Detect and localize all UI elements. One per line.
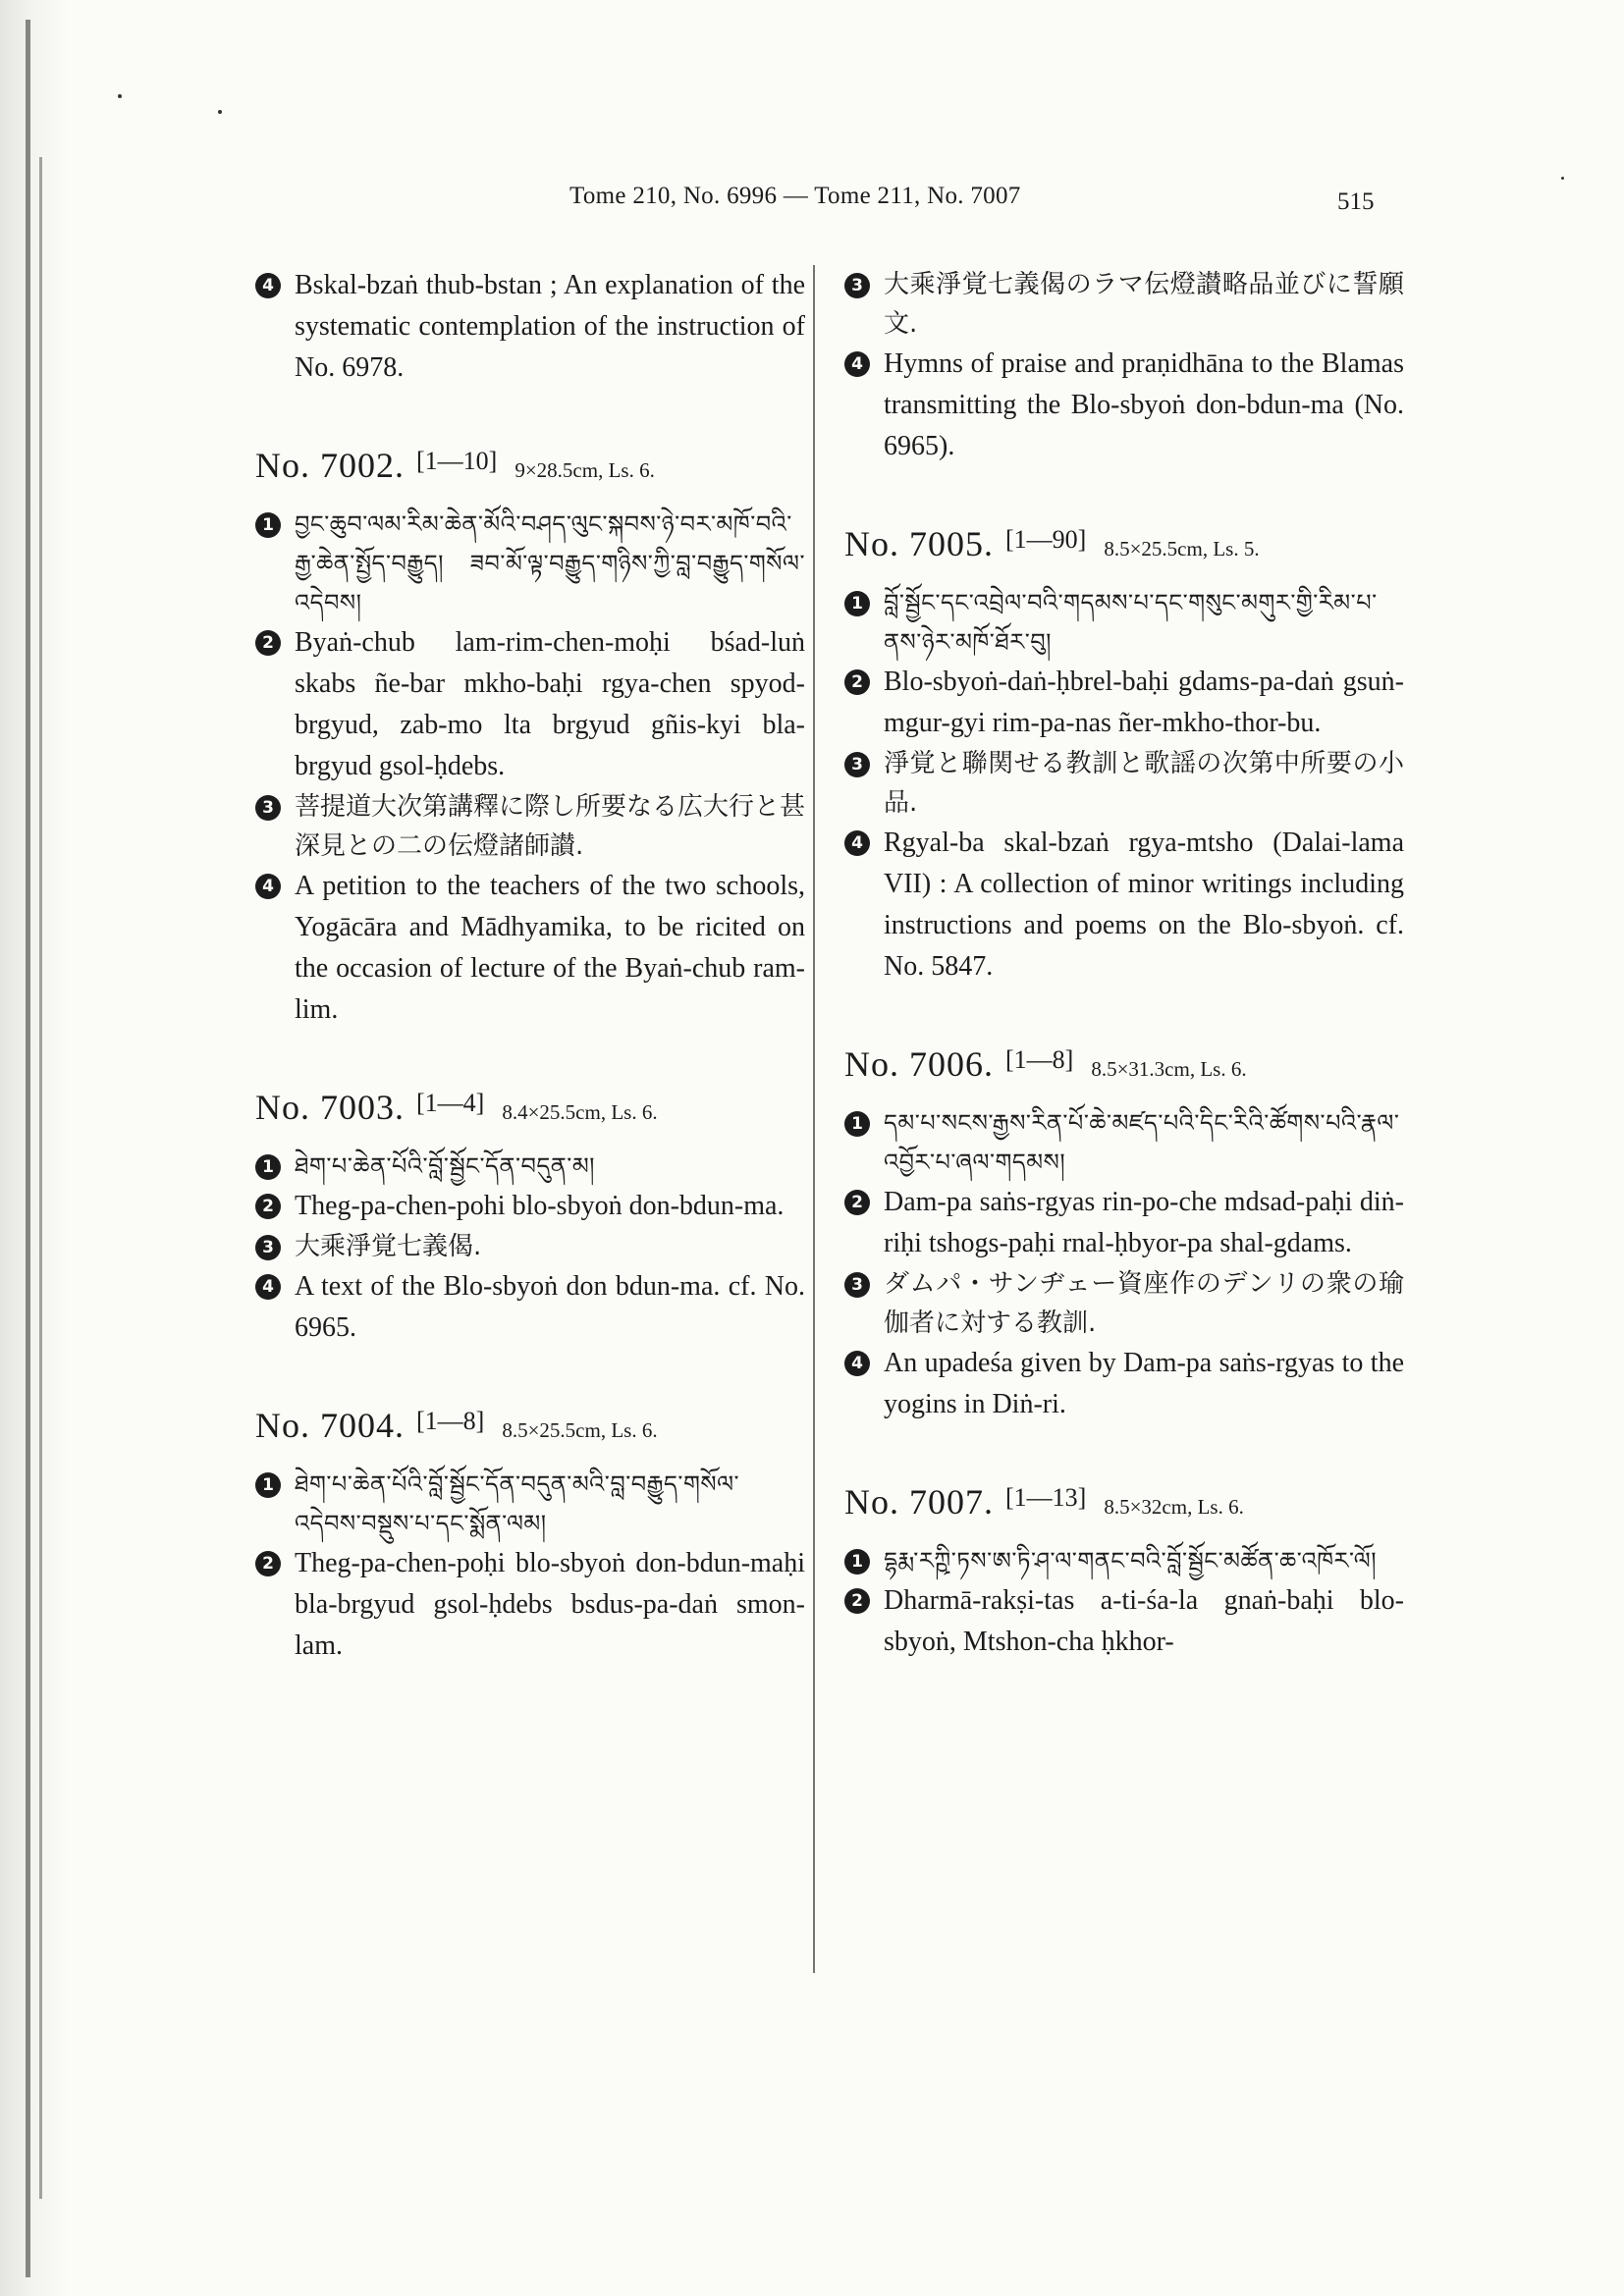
circled-3-icon: 3 xyxy=(844,1272,870,1298)
folio-range: [1—10] xyxy=(416,447,498,475)
entry-dimensions: 9×28.5cm, Ls. 6. xyxy=(514,458,655,482)
romanized-title: Theg-pa-chen-poḥi blo-sbyoṅ don-bdun-maḥi bla-brgyud gsol-ḥdebs bsdus-pa-daṅ smon-lam. xyxy=(295,1548,805,1661)
folio-range: [1—90] xyxy=(1005,525,1087,554)
entry-item-tibetan xyxy=(255,1465,805,1543)
right-column xyxy=(844,265,1404,1663)
entry-heading xyxy=(255,432,805,491)
entry-item-tibetan xyxy=(255,505,805,622)
folio-range: [1—8] xyxy=(1005,1045,1074,1074)
circled-2-icon: 2 xyxy=(255,630,281,656)
entry-heading xyxy=(255,1392,805,1451)
circled-3-icon: 3 xyxy=(255,795,281,821)
entry-7003 xyxy=(255,1074,805,1349)
japanese-title: 淨覚と聯関せる教訓と歌謡の次第中所要の小品. xyxy=(884,749,1404,818)
entry-item-english xyxy=(844,823,1404,988)
circled-3-icon: 3 xyxy=(844,273,870,298)
entry-7007 xyxy=(844,1468,1404,1663)
tibetan-title: ཐེག་པ་ཆེན་པོའི་བློ་སྦྱོང་དོན་བདུན་མའི་བླ་བརྒྱུད་གསོལ་འདེབས་བསྡུས་པ་དང་སྨོན་ལམ། xyxy=(295,1470,740,1537)
page-number: 515 xyxy=(1337,188,1375,215)
entry-dimensions: 8.5×32cm, Ls. 6. xyxy=(1104,1495,1244,1519)
entry-number: No. 7003. xyxy=(255,1088,405,1127)
paper-speck xyxy=(218,110,222,114)
entry-item-english xyxy=(255,1266,805,1349)
entry-continuation-left xyxy=(255,265,805,389)
circled-1-icon: 1 xyxy=(844,1111,870,1137)
circled-2-icon: 2 xyxy=(844,1190,870,1215)
entry-number: No. 7006. xyxy=(844,1044,994,1084)
entry-item-japanese xyxy=(844,265,1404,344)
item-text: Bskal-bzaṅ thub-bstan ; An explanation of the systematic contemplation of the instruction of No. 6978. xyxy=(295,270,805,383)
binding-shadow-line xyxy=(26,20,30,2277)
circled-4-icon: 4 xyxy=(844,830,870,856)
circled-2-icon: 2 xyxy=(844,1588,870,1614)
column-divider xyxy=(813,265,815,1973)
english-description: A petition to the teachers of the two schools, Yogācāra and Mādhyamika, to be ricited on the occasion of lecture of the Byaṅ-chub ram-lim. xyxy=(295,871,805,1025)
circled-2-icon: 2 xyxy=(255,1551,281,1576)
running-title: Tome 210, No. 6996 — Tome 211, No. 7007 xyxy=(569,183,1021,209)
circled-1-icon: 1 xyxy=(844,1549,870,1575)
english-description: An upadeśa given by Dam-pa saṅs-rgyas to the yogins in Diṅ-ri. xyxy=(884,1348,1404,1419)
entry-heading xyxy=(844,1031,1404,1090)
entry-number: No. 7005. xyxy=(844,524,994,563)
entry-dimensions: 8.5×25.5cm, Ls. 6. xyxy=(502,1418,658,1442)
entry-number: No. 7002. xyxy=(255,446,405,485)
circled-3-icon: 3 xyxy=(255,1235,281,1260)
tibetan-title: བྱང་ཆུབ་ལམ་རིམ་ཆེན་མོའི་བཤད་ལུང་སྐབས་ཉེ་བར་མཁོ་བའི་རྒྱ་ཆེན་སྤྱོད་བརྒྱུད། ཟབ་མོ་ལྟ་བརྒྱུད་གཉིས་ཀྱི་བླ་བརྒྱུད་གསོལ་འདེབས། xyxy=(295,510,805,616)
english-description: A text of the Blo-sbyoṅ don bdun-ma. cf. No. 6965. xyxy=(295,1271,805,1343)
entry-item-romanized xyxy=(844,662,1404,744)
romanized-title: Theg-pa-chen-pohi blo-sbyoṅ don-bdun-ma. xyxy=(295,1191,785,1221)
entry-item-tibetan xyxy=(844,1541,1404,1580)
tibetan-title: བློ་སྦྱོང་དང་འབྲེལ་བའི་གདམས་པ་དང་གསུང་མགུར་གྱི་རིམ་པ་ནས་ཉེར་མཁོ་ཐོར་བུ། xyxy=(884,589,1378,656)
tibetan-title: དྷརྨ་རཀྵི་ཏས་ཨ་ཏི་ཤ་ལ་གནང་བའི་བློ་སྦྱོང་མཚོན་ཆ་འཁོར་ལོ། xyxy=(884,1547,1378,1575)
tibetan-title: ཐེག་པ་ཆེན་པོའི་བློ་སྦྱོང་དོན་བདུན་མ། xyxy=(295,1152,595,1180)
entry-7006 xyxy=(844,1031,1404,1425)
english-description: Hymns of praise and praṇidhāna to the Blamas transmitting the Blo-sbyoṅ don-bdun-ma (No. 6965). xyxy=(884,348,1404,461)
left-column xyxy=(255,265,805,1667)
entry-heading xyxy=(844,510,1404,569)
circled-4-icon: 4 xyxy=(844,351,870,377)
circled-1-icon: 1 xyxy=(255,512,281,538)
paper-speck xyxy=(118,94,122,98)
circled-4-icon: 4 xyxy=(844,1351,870,1376)
entry-item-romanized xyxy=(255,1543,805,1667)
entry-continuation-right xyxy=(844,265,1404,467)
folio-range: [1—4] xyxy=(416,1089,485,1117)
entry-item-tibetan xyxy=(255,1147,805,1186)
english-description: Rgyal-ba skal-bzaṅ rgya-mtsho (Dalai-lama VII) : A collection of minor writings including instructions and poems on the Blo-sbyoṅ. cf. No. 5847. xyxy=(884,828,1404,982)
entry-item-english xyxy=(255,866,805,1031)
circled-3-icon: 3 xyxy=(844,752,870,777)
romanized-title: Dam-pa saṅs-rgyas rin-po-che mdsad-paḥi diṅ-riḥi tshogs-paḥi rnal-ḥbyor-pa shal-gdams. xyxy=(884,1187,1404,1258)
entry-item-romanized xyxy=(844,1580,1404,1663)
entry-dimensions: 8.5×31.3cm, Ls. 6. xyxy=(1091,1057,1247,1081)
circled-2-icon: 2 xyxy=(844,669,870,695)
entry-7002 xyxy=(255,432,805,1031)
japanese-title: 大乘淨覚七義偈. xyxy=(295,1232,482,1261)
entry-item-japanese xyxy=(255,1227,805,1266)
binding-edge xyxy=(0,0,69,2296)
entry-dimensions: 8.4×25.5cm, Ls. 6. xyxy=(502,1100,658,1124)
entry-item-english xyxy=(844,344,1404,467)
entry-item-tibetan xyxy=(844,583,1404,662)
entry-item-romanized xyxy=(255,622,805,787)
romanized-title: Dharmā-rakṣi-tas a-ti-śa-la gnaṅ-baḥi blo-sbyoṅ, Mtshon-cha ḥkhor- xyxy=(884,1585,1404,1657)
romanized-title: Byaṅ-chub lam-rim-chen-moḥi bśad-luṅ skabs ñe-bar mkho-baḥi rgya-chen spyod-brgyud, zab-mo lta brgyud gñis-kyi bla-brgyud gsol-ḥdebs. xyxy=(295,627,805,781)
japanese-title: ダムパ・サンヂェー資座作のデンリの衆の瑜伽者に対する教訓. xyxy=(884,1269,1404,1338)
running-head xyxy=(0,183,1624,222)
entry-item-english xyxy=(844,1343,1404,1425)
circled-1-icon: 1 xyxy=(255,1472,281,1498)
romanized-title: Blo-sbyoṅ-daṅ-ḥbrel-baḥi gdams-pa-daṅ gsuṅ-mgur-gyi rim-pa-nas ñer-mkho-thor-bu. xyxy=(884,667,1404,738)
entry-heading xyxy=(255,1074,805,1133)
japanese-title: 菩提道大次第講釋に際し所要なる広大行と甚深見との二の伝燈諸師讃. xyxy=(295,792,806,861)
tibetan-title: དམ་པ་སངས་རྒྱས་རིན་པོ་ཆེ་མཛད་པའི་དིང་རིའི་ཚོགས་པའི་རྣལ་འབྱོར་པ་ཞལ་གདམས། xyxy=(884,1109,1400,1176)
entry-item-japanese xyxy=(844,1264,1404,1343)
paper-speck xyxy=(1561,177,1564,180)
entry-item-japanese xyxy=(844,744,1404,823)
circled-2-icon: 2 xyxy=(255,1194,281,1219)
folio-range: [1—8] xyxy=(416,1407,485,1435)
entry-item-english xyxy=(255,265,805,389)
entry-number: No. 7007. xyxy=(844,1482,994,1522)
circled-4-icon: 4 xyxy=(255,874,281,899)
japanese-title: 大乘淨覚七義偈のラマ伝燈讃略品並びに誓願文. xyxy=(884,270,1404,339)
binding-shadow-line-inner xyxy=(39,157,42,2199)
entry-number: No. 7004. xyxy=(255,1406,405,1445)
circled-4-icon: 4 xyxy=(255,1274,281,1300)
circled-1-icon: 1 xyxy=(844,591,870,616)
entry-7005 xyxy=(844,510,1404,988)
entry-dimensions: 8.5×25.5cm, Ls. 5. xyxy=(1104,537,1260,561)
folio-range: [1—13] xyxy=(1005,1483,1087,1512)
circled-4-icon: 4 xyxy=(255,273,281,298)
entry-item-tibetan xyxy=(844,1103,1404,1182)
entry-7004 xyxy=(255,1392,805,1667)
entry-item-romanized xyxy=(844,1182,1404,1264)
entry-heading xyxy=(844,1468,1404,1527)
entry-item-romanized xyxy=(255,1186,805,1227)
entry-item-japanese xyxy=(255,787,805,866)
circled-1-icon: 1 xyxy=(255,1154,281,1180)
